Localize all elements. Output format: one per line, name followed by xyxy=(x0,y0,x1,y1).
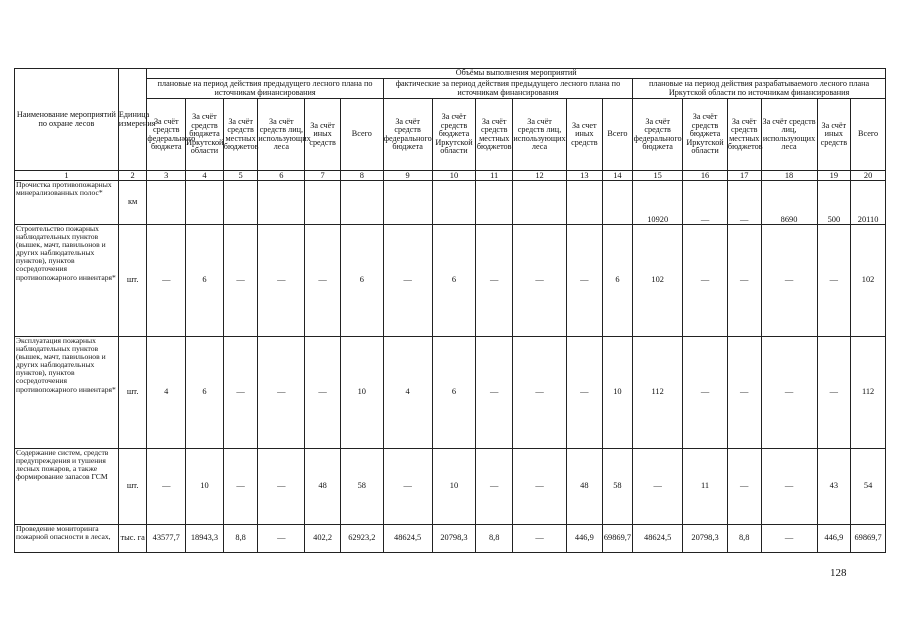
column-index: 15 xyxy=(633,171,683,181)
column-index: 19 xyxy=(817,171,851,181)
row-cell: — xyxy=(727,181,761,225)
row-cell: — xyxy=(683,337,728,449)
row-cell xyxy=(147,181,186,225)
column-index: 9 xyxy=(383,171,432,181)
column-index: 14 xyxy=(602,171,633,181)
row-cell: 446,9 xyxy=(817,525,851,553)
row-cell: — xyxy=(147,449,186,525)
row-cell xyxy=(513,181,567,225)
row-cell: — xyxy=(258,225,305,337)
column-index: 20 xyxy=(851,171,886,181)
header-subcol: За счёт средств местных бюджетов xyxy=(476,99,513,171)
row-cell: 6 xyxy=(186,225,224,337)
row-cell: — xyxy=(761,449,817,525)
row-cell: 43577,7 xyxy=(147,525,186,553)
row-cell: 54 xyxy=(851,449,886,525)
column-index: 1 xyxy=(15,171,119,181)
row-cell: 10 xyxy=(432,449,476,525)
header-subcol: За счёт средств местных бюджетов xyxy=(727,99,761,171)
row-cell: 18943,3 xyxy=(186,525,224,553)
row-cell: — xyxy=(476,225,513,337)
page-number: 128 xyxy=(830,567,847,579)
row-name: Прочистка противопожарных минерализованных полос* xyxy=(15,181,119,225)
header-subcol: За счет иных средств xyxy=(567,99,603,171)
row-cell xyxy=(186,181,224,225)
row-cell: — xyxy=(761,225,817,337)
row-cell: 10 xyxy=(340,337,383,449)
row-cell: — xyxy=(258,449,305,525)
row-cell: 4 xyxy=(147,337,186,449)
row-cell: 43 xyxy=(817,449,851,525)
row-cell: 10 xyxy=(186,449,224,525)
row-cell: 69869,7 xyxy=(851,525,886,553)
row-cell: — xyxy=(761,525,817,553)
column-index: 7 xyxy=(305,171,341,181)
row-cell: — xyxy=(567,225,603,337)
row-cell: 6 xyxy=(340,225,383,337)
row-cell: 446,9 xyxy=(567,525,603,553)
row-cell: — xyxy=(513,337,567,449)
header-subcol: За счёт средств бюджета Иркутской области xyxy=(186,99,224,171)
row-cell: — xyxy=(683,181,728,225)
row-name: Строительство пожарных наблюдательных пунктов (вышек, мачт, павильонов и других наблюдательных пунктов), пунктов сосредоточения противопожарного инвентаря* xyxy=(15,225,119,337)
header-subcol: За счёт иных средств xyxy=(817,99,851,171)
row-cell: — xyxy=(727,225,761,337)
header-subcol: За счёт средств федерального бюджета xyxy=(633,99,683,171)
row-cell: 20798,3 xyxy=(432,525,476,553)
row-cell: — xyxy=(223,225,258,337)
header-group-planned-previous: плановые на период действия предыдущего лесного плана по источникам финансирования xyxy=(147,79,383,99)
column-index: 12 xyxy=(513,171,567,181)
row-cell: — xyxy=(683,225,728,337)
row-cell: 20798,3 xyxy=(683,525,728,553)
row-name: Проведение мониторинга пожарной опасности в лесах, xyxy=(15,525,119,553)
row-cell xyxy=(340,181,383,225)
row-cell xyxy=(567,181,603,225)
row-name: Эксплуатация пожарных наблюдательных пунктов (вышек, мачт, павильонов и других наблюдательных пунктов), пунктов сосредоточения противопожарного инвентаря* xyxy=(15,337,119,449)
column-index: 10 xyxy=(432,171,476,181)
header-volumes: Объёмы выполнения мероприятий xyxy=(147,69,886,79)
row-cell: — xyxy=(513,525,567,553)
header-name: Наименование мероприятий по охране лесов xyxy=(15,69,119,171)
row-cell: — xyxy=(567,337,603,449)
row-cell xyxy=(476,181,513,225)
header-subcol: За счёт средств федерального бюджета xyxy=(147,99,186,171)
row-cell: — xyxy=(305,225,341,337)
header-subcol: За счёт средств лиц, использующих леса xyxy=(258,99,305,171)
column-index: 4 xyxy=(186,171,224,181)
row-cell: — xyxy=(383,225,432,337)
column-index: 3 xyxy=(147,171,186,181)
row-cell: — xyxy=(817,337,851,449)
row-cell: 20110 xyxy=(851,181,886,225)
row-cell: 102 xyxy=(633,225,683,337)
row-cell: — xyxy=(258,525,305,553)
row-cell: 48624,5 xyxy=(633,525,683,553)
table-row xyxy=(15,449,886,525)
document-sheet xyxy=(14,68,886,553)
row-cell xyxy=(432,181,476,225)
table-row xyxy=(15,181,886,225)
row-cell: — xyxy=(513,225,567,337)
row-cell: — xyxy=(761,337,817,449)
row-cell: 102 xyxy=(851,225,886,337)
row-cell: — xyxy=(817,225,851,337)
column-index: 17 xyxy=(727,171,761,181)
row-cell xyxy=(602,181,633,225)
row-cell: — xyxy=(727,337,761,449)
column-index: 2 xyxy=(118,171,147,181)
row-cell: — xyxy=(476,337,513,449)
row-cell: — xyxy=(727,449,761,525)
row-cell: 58 xyxy=(602,449,633,525)
header-subcol: Всего xyxy=(602,99,633,171)
header-subcol: За счёт средств федерального бюджета xyxy=(383,99,432,171)
column-index: 8 xyxy=(340,171,383,181)
row-cell: 8,8 xyxy=(727,525,761,553)
row-cell: 11 xyxy=(683,449,728,525)
row-cell: 500 xyxy=(817,181,851,225)
row-cell: — xyxy=(476,449,513,525)
row-cell: 6 xyxy=(432,225,476,337)
row-cell: 48624,5 xyxy=(383,525,432,553)
header-group-actual-previous: фактические за период действия предыдущего лесного плана по источникам финансирования xyxy=(383,79,633,99)
row-cell: — xyxy=(147,225,186,337)
column-index: 6 xyxy=(258,171,305,181)
row-cell: — xyxy=(513,449,567,525)
row-cell: 112 xyxy=(633,337,683,449)
column-index: 13 xyxy=(567,171,603,181)
row-cell xyxy=(223,181,258,225)
forest-measures-table xyxy=(14,68,886,553)
column-index: 5 xyxy=(223,171,258,181)
row-unit: шт. xyxy=(118,337,147,449)
row-cell: — xyxy=(383,449,432,525)
row-cell: 10920 xyxy=(633,181,683,225)
row-cell: 10 xyxy=(602,337,633,449)
row-cell: 6 xyxy=(432,337,476,449)
header-subcol: За счёт средств лиц, использующих леса xyxy=(761,99,817,171)
row-cell: 48 xyxy=(305,449,341,525)
row-cell: 62923,2 xyxy=(340,525,383,553)
row-cell: 8,8 xyxy=(223,525,258,553)
row-cell: — xyxy=(305,337,341,449)
row-cell: 8,8 xyxy=(476,525,513,553)
row-cell: — xyxy=(223,449,258,525)
header-unit: Единица измерения xyxy=(118,69,147,171)
header-subcol: За счёт средств бюджета Иркутской области xyxy=(683,99,728,171)
table-row xyxy=(15,525,886,553)
row-name: Содержание систем, средств предупреждения и тушения лесных пожаров, а также формирование запасов ГСМ xyxy=(15,449,119,525)
row-cell: 48 xyxy=(567,449,603,525)
row-cell xyxy=(258,181,305,225)
column-index: 16 xyxy=(683,171,728,181)
row-cell: 8690 xyxy=(761,181,817,225)
row-unit: км xyxy=(118,181,147,225)
column-index: 18 xyxy=(761,171,817,181)
row-cell: 402,2 xyxy=(305,525,341,553)
column-index: 11 xyxy=(476,171,513,181)
header-subcol: За счёт иных средств xyxy=(305,99,341,171)
row-cell: 6 xyxy=(186,337,224,449)
row-cell: 6 xyxy=(602,225,633,337)
row-cell: 4 xyxy=(383,337,432,449)
header-group-planned-new: плановые на период действия разрабатываемого лесного плана Иркутской области по источникам финансирования xyxy=(633,79,886,99)
table-row xyxy=(15,225,886,337)
header-subcol: Всего xyxy=(851,99,886,171)
row-cell: — xyxy=(223,337,258,449)
row-cell xyxy=(305,181,341,225)
row-cell xyxy=(383,181,432,225)
row-cell: 69869,7 xyxy=(602,525,633,553)
header-subcol: За счёт средств бюджета Иркутской области xyxy=(432,99,476,171)
table-row xyxy=(15,337,886,449)
header-subcol: За счёт средств местных бюджетов xyxy=(223,99,258,171)
row-cell: — xyxy=(258,337,305,449)
row-cell: 112 xyxy=(851,337,886,449)
header-subcol: Всего xyxy=(340,99,383,171)
row-unit: шт. xyxy=(118,449,147,525)
row-cell: — xyxy=(633,449,683,525)
header-subcol: За счёт средств лиц, использующих леса xyxy=(513,99,567,171)
row-cell: 58 xyxy=(340,449,383,525)
row-unit: тыс. га xyxy=(118,525,147,553)
row-unit: шт. xyxy=(118,225,147,337)
